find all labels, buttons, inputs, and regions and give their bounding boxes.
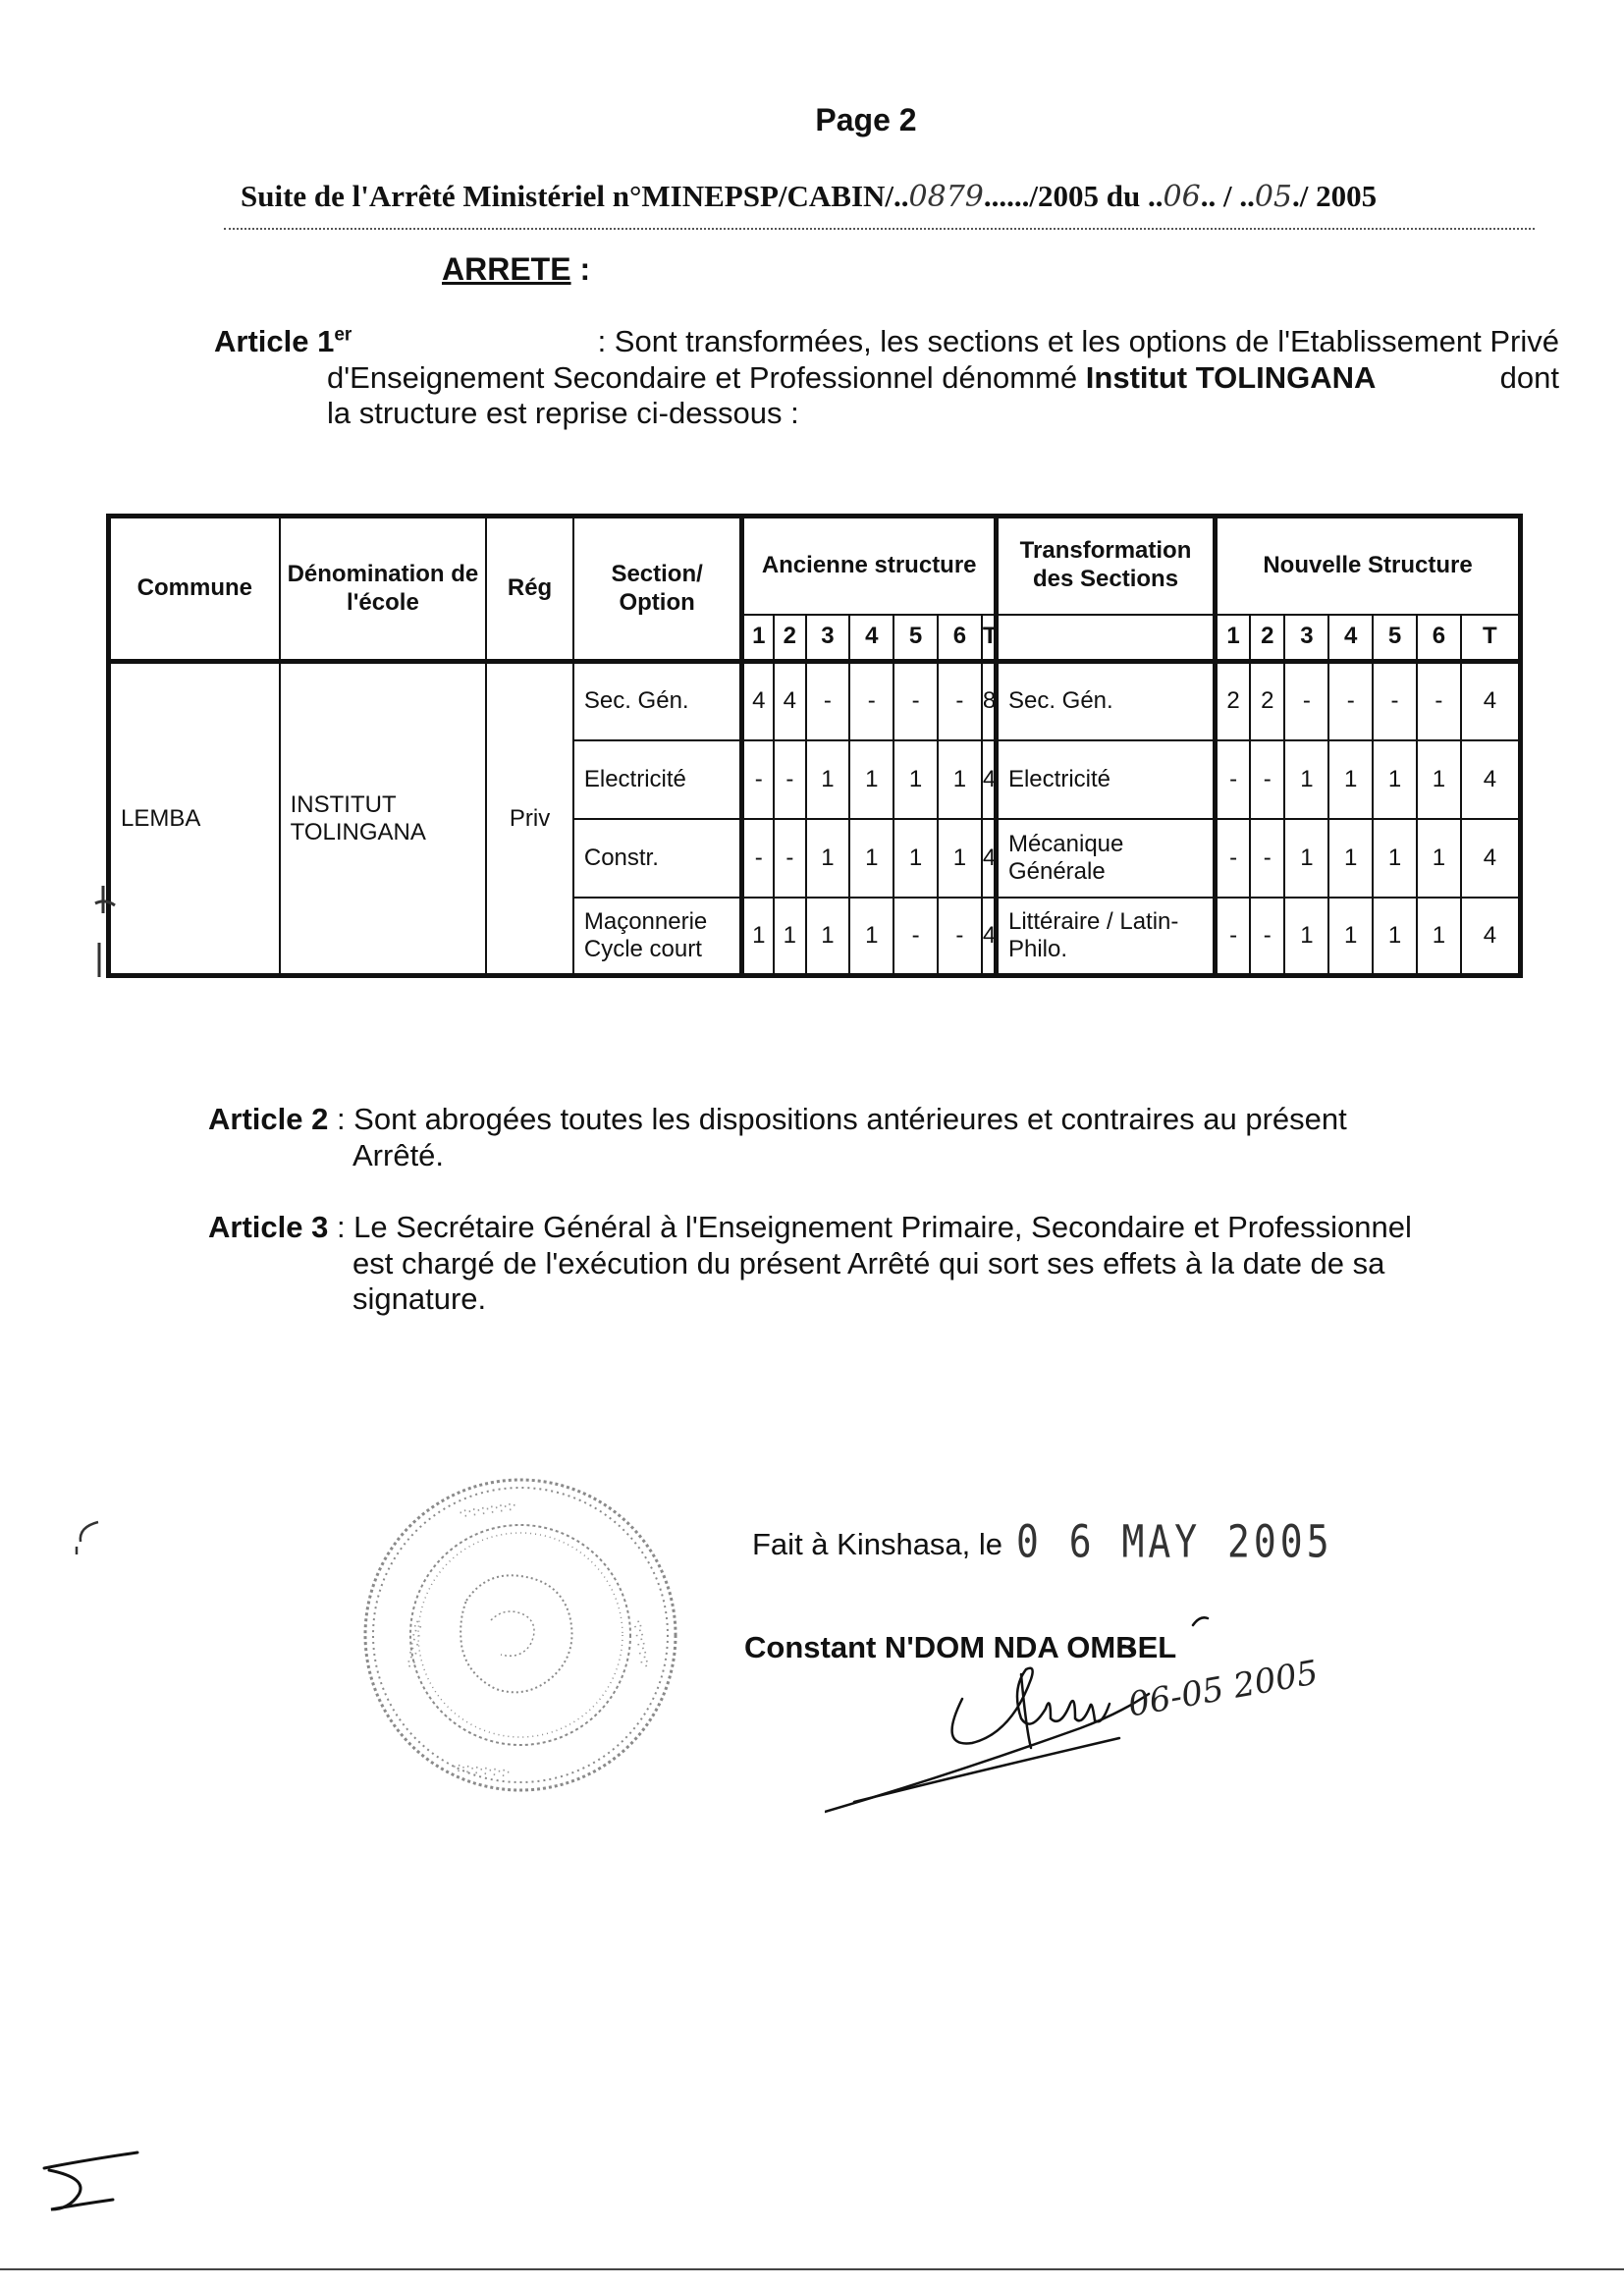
new-total-cell: 4 bbox=[1461, 819, 1521, 898]
new-year-cell: 1 bbox=[1284, 819, 1328, 898]
scan-mark-icon bbox=[93, 884, 133, 982]
old-total-header: T bbox=[982, 615, 997, 662]
old-year-cell: 1 bbox=[806, 819, 850, 898]
new-year-cell: 1 bbox=[1328, 819, 1373, 898]
new-year-cell: 1 bbox=[1328, 740, 1373, 819]
article-3 bbox=[208, 1210, 1543, 1318]
article-1-line-1: : Sont transformées, les sections et les options de l'Etablissement Privé bbox=[597, 324, 1559, 358]
place-text: Fait à Kinshasa, le bbox=[752, 1527, 1003, 1561]
new-year-cell: - bbox=[1250, 819, 1284, 898]
transformation-cell: Mécanique Générale bbox=[996, 819, 1215, 898]
old-year-cell: - bbox=[938, 662, 982, 740]
header-denomination: Dénomination de l'école bbox=[280, 517, 487, 662]
section-option-cell: Sec. Gén. bbox=[573, 662, 742, 740]
old-year-cell: 1 bbox=[742, 898, 774, 976]
new-year-header: 6 bbox=[1417, 615, 1461, 662]
arrete-colon: : bbox=[570, 251, 591, 287]
new-year-cell: 1 bbox=[1373, 819, 1417, 898]
header-section: Section/ Option bbox=[573, 517, 742, 662]
old-year-cell: 1 bbox=[849, 740, 893, 819]
commune-cell: LEMBA bbox=[109, 662, 280, 976]
old-year-header: 4 bbox=[849, 615, 893, 662]
old-year-header: 5 bbox=[893, 615, 938, 662]
decree-suffix: ./ 2005 bbox=[1292, 179, 1378, 213]
old-year-cell: 1 bbox=[893, 740, 938, 819]
new-year-cell: 1 bbox=[1417, 819, 1461, 898]
article-2-label: Article 2 bbox=[208, 1102, 329, 1136]
article-1-line-2-end: dont bbox=[1499, 359, 1559, 395]
place-and-date bbox=[752, 1515, 1333, 1568]
new-total-cell: 4 bbox=[1461, 898, 1521, 976]
article-1-line-2: d'Enseignement Secondaire et Professionnel dénommé bbox=[327, 359, 1078, 395]
new-total-cell: 4 bbox=[1461, 740, 1521, 819]
transformation-cell: Electricité bbox=[996, 740, 1215, 819]
old-year-cell: 1 bbox=[938, 740, 982, 819]
new-year-header: 5 bbox=[1373, 615, 1417, 662]
old-total-cell: 8 bbox=[982, 662, 997, 740]
transformation-cell: Littéraire / Latin-Philo. bbox=[996, 898, 1215, 976]
arrete-heading bbox=[442, 251, 590, 288]
decree-prefix: Suite de l'Arrêté Ministériel n°MINEPSP/CABIN/.. bbox=[241, 179, 909, 213]
section-option-cell: Constr. bbox=[573, 819, 742, 898]
article-1-label: Article 1er bbox=[214, 324, 352, 358]
new-year-cell: 1 bbox=[1284, 898, 1328, 976]
decree-day-handwritten: 06 bbox=[1163, 180, 1201, 214]
old-year-cell: - bbox=[742, 740, 774, 819]
old-year-cell: - bbox=[774, 819, 805, 898]
initials-icon bbox=[39, 2151, 147, 2219]
svg-text:·:·:·:·:·:·: ·:·:·:·:·:· bbox=[629, 1617, 654, 1670]
old-year-cell: - bbox=[893, 898, 938, 976]
old-year-cell: - bbox=[742, 819, 774, 898]
article-3-text-2: est chargé de l'exécution du présent Arrêté qui sort ses effets à la date de sa bbox=[352, 1245, 1385, 1280]
bottom-scan-edge bbox=[0, 2268, 1624, 2270]
new-year-cell: - bbox=[1216, 740, 1250, 819]
official-seal-icon bbox=[358, 1473, 682, 1797]
new-year-cell: 1 bbox=[1284, 740, 1328, 819]
header-nouvelle-structure: Nouvelle Structure bbox=[1216, 517, 1521, 615]
arrete-title: ARRETE bbox=[442, 251, 571, 287]
old-year-header: 6 bbox=[938, 615, 982, 662]
structure-table bbox=[106, 514, 1523, 978]
handwritten-signature-icon bbox=[825, 1610, 1296, 1846]
new-year-cell: 1 bbox=[1417, 898, 1461, 976]
old-year-cell: 1 bbox=[938, 819, 982, 898]
old-year-cell: - bbox=[893, 662, 938, 740]
svg-text:·:·:·:·:·:·:·: ·:·:·:·:·:·:· bbox=[458, 1498, 518, 1522]
new-year-cell: 1 bbox=[1373, 740, 1417, 819]
new-year-cell: 1 bbox=[1328, 898, 1373, 976]
old-year-cell: 1 bbox=[849, 819, 893, 898]
school-name: Institut TOLINGANA bbox=[1085, 359, 1377, 395]
old-total-cell: 4 bbox=[982, 819, 997, 898]
decree-number-handwritten: 0879 bbox=[908, 180, 984, 214]
article-1-line-3: la structure est reprise ci-dessous : bbox=[327, 396, 799, 431]
new-total-header: T bbox=[1461, 615, 1521, 662]
new-year-header: 3 bbox=[1284, 615, 1328, 662]
dotted-divider bbox=[224, 228, 1535, 230]
scan-mark-icon bbox=[69, 1517, 118, 1566]
page-number: Page 2 bbox=[815, 102, 917, 137]
article-2-text-2: Arrêté. bbox=[352, 1137, 445, 1172]
transformation-cell: Sec. Gén. bbox=[996, 662, 1215, 740]
new-year-cell: 1 bbox=[1417, 740, 1461, 819]
old-year-header: 2 bbox=[774, 615, 805, 662]
denomination-cell: INSTITUT TOLINGANA bbox=[280, 662, 487, 976]
new-year-cell: - bbox=[1216, 898, 1250, 976]
article-2-text-1: : Sont abrogées toutes les dispositions antérieures et contraires au présent bbox=[328, 1102, 1347, 1136]
article-3-text-1: : Le Secrétaire Général à l'Enseignement Primaire, Secondaire et Professionnel bbox=[328, 1210, 1412, 1244]
svg-text:·:·:·:·:·:·: ·:·:·:·:·:· bbox=[402, 1618, 427, 1670]
new-year-cell: - bbox=[1284, 662, 1328, 740]
new-year-cell: 1 bbox=[1373, 898, 1417, 976]
header-transformation: Transformation des Sections bbox=[996, 517, 1215, 615]
old-total-cell: 4 bbox=[982, 898, 997, 976]
old-year-cell: 1 bbox=[849, 898, 893, 976]
article-3-text-3: signature. bbox=[352, 1281, 487, 1317]
new-year-cell: - bbox=[1417, 662, 1461, 740]
old-year-cell: - bbox=[849, 662, 893, 740]
article-2 bbox=[208, 1102, 1475, 1173]
old-year-header: 3 bbox=[806, 615, 850, 662]
structure-table-wrapper bbox=[106, 514, 1523, 978]
old-year-header: 1 bbox=[742, 615, 774, 662]
decree-sep: .. / .. bbox=[1200, 179, 1255, 213]
old-year-cell: 4 bbox=[774, 662, 805, 740]
new-total-cell: 4 bbox=[1461, 662, 1521, 740]
new-year-cell: - bbox=[1328, 662, 1373, 740]
table-row bbox=[109, 662, 1521, 740]
old-total-cell: 4 bbox=[982, 740, 997, 819]
old-year-cell: 1 bbox=[774, 898, 805, 976]
header-commune: Commune bbox=[109, 517, 280, 662]
new-year-cell: - bbox=[1216, 819, 1250, 898]
old-year-cell: - bbox=[774, 740, 805, 819]
old-year-cell: 1 bbox=[893, 819, 938, 898]
old-year-cell: - bbox=[806, 662, 850, 740]
new-year-header: 4 bbox=[1328, 615, 1373, 662]
decree-reference bbox=[241, 179, 1377, 214]
header-reg: Rég bbox=[486, 517, 573, 662]
new-year-header: 1 bbox=[1216, 615, 1250, 662]
article-1 bbox=[214, 324, 1559, 432]
old-year-cell: 1 bbox=[806, 740, 850, 819]
handwritten-date: 06-05 2005 bbox=[1125, 1653, 1322, 1725]
new-year-cell: 2 bbox=[1250, 662, 1284, 740]
new-year-header: 2 bbox=[1250, 615, 1284, 662]
decree-month-handwritten: 05 bbox=[1254, 180, 1293, 214]
stamped-date: 0 6 MAY 2005 bbox=[1016, 1515, 1333, 1568]
old-year-cell: - bbox=[938, 898, 982, 976]
old-year-cell: 1 bbox=[806, 898, 850, 976]
new-year-cell: 2 bbox=[1216, 662, 1250, 740]
section-option-cell: Maçonnerie Cycle court bbox=[573, 898, 742, 976]
signer-name: Constant N'DOM NDA OMBEL bbox=[744, 1630, 1177, 1664]
new-year-cell: - bbox=[1373, 662, 1417, 740]
reg-cell: Priv bbox=[486, 662, 573, 976]
new-year-cell: - bbox=[1250, 740, 1284, 819]
transformation-subheader-blank bbox=[996, 615, 1215, 662]
decree-mid: ....../2005 du .. bbox=[983, 179, 1164, 213]
header-ancienne-structure: Ancienne structure bbox=[742, 517, 997, 615]
article-3-label: Article 3 bbox=[208, 1210, 329, 1244]
svg-text:·:·:·:·:·:·:·: ·:·:·:·:·:·:· bbox=[451, 1759, 512, 1781]
old-year-cell: 4 bbox=[742, 662, 774, 740]
section-option-cell: Electricité bbox=[573, 740, 742, 819]
new-year-cell: - bbox=[1250, 898, 1284, 976]
